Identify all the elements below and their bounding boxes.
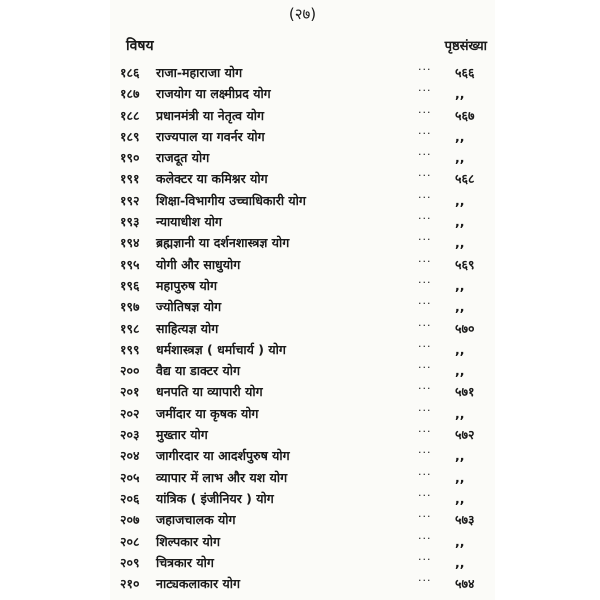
index-entry [110,126,495,147]
entry-title: वैद्य या डाक्टर योग [156,363,241,379]
entry-title: योगी और साधुयोग [156,256,241,272]
entry-number: १९० [120,150,140,166]
index-entry [110,147,495,168]
entry-leader-dots: ··· [418,105,432,119]
entry-page-number: ,, [455,277,465,293]
index-entry [110,211,495,232]
entry-number: २०५ [120,469,140,485]
entry-leader-dots: ··· [418,84,432,98]
entry-page-number: ,, [455,469,465,485]
entry-number: २०२ [120,405,140,421]
entry-page-number: ५६७ [455,107,475,123]
entry-leader-dots: ··· [418,574,432,588]
entry-number: २०६ [120,490,140,506]
entry-leader-dots: ··· [418,190,432,204]
entry-leader-dots: ··· [418,339,432,353]
entry-page-number: ५७१ [455,384,475,400]
entry-leader-dots: ··· [418,126,432,140]
entry-leader-dots: ··· [418,318,432,332]
entry-number: १९९ [120,341,140,357]
entry-number: २०४ [120,448,140,464]
index-entry [110,424,495,445]
entry-number: २०८ [120,533,140,549]
entry-title: राजयोग या लक्ष्मीप्रद योग [156,86,271,102]
entry-leader-dots: ··· [418,63,432,76]
entry-number: १९३ [120,214,140,230]
entry-title: शिल्पकार योग [156,533,221,549]
entry-number: १९१ [120,171,140,187]
index-page [110,0,495,600]
index-entry [110,360,495,381]
entry-title: प्रधानमंत्री या नेतृत्व योग [156,107,264,123]
entry-number: २०३ [120,427,140,443]
entry-page-number: ,, [455,150,465,166]
entry-page-number: ,, [455,299,465,315]
index-entry [110,296,495,317]
index-entry [110,254,495,275]
entry-page-number: ,, [455,533,465,549]
entry-leader-dots: ··· [418,552,432,566]
index-entry [110,339,495,360]
entry-page-number: ,, [455,341,465,357]
entry-leader-dots: ··· [418,275,432,289]
entry-title: ब्रह्मज्ञानी या दर्शनशास्त्रज्ञ योग [156,235,290,251]
index-entry [110,403,495,424]
entry-page-number: ,, [455,554,465,570]
entry-page-number: ,, [455,490,465,506]
index-entry [110,83,495,104]
entry-number: १८८ [120,107,140,123]
entry-leader-dots: ··· [418,531,432,545]
entry-leader-dots: ··· [418,403,432,417]
entry-page-number: ५६८ [455,171,475,187]
entry-number: १९४ [120,235,140,251]
entry-number: १८६ [120,65,140,80]
entry-leader-dots: ··· [418,169,432,183]
page-number: (२७) [288,5,317,23]
entry-page-number: ,, [455,214,465,230]
entry-page-number: ५७० [455,320,475,336]
entry-number: १९२ [120,192,140,208]
entry-leader-dots: ··· [418,254,432,268]
index-entry [110,168,495,189]
index-entry [110,488,495,509]
entry-number: २१० [120,576,140,592]
entry-title: यांत्रिक ( इंजीनियर ) योग [156,490,274,506]
entry-leader-dots: ··· [418,361,432,375]
entry-title: जमींदार या कृषक योग [156,405,259,421]
index-entry [110,381,495,402]
entry-title: धनपति या व्यापारी योग [156,384,263,400]
entry-number: १९८ [120,320,140,336]
index-entry [110,509,495,530]
entry-title: मुख्तार योग [156,427,208,443]
entry-number: २०७ [120,512,140,528]
entry-page-number: ५७३ [455,512,475,528]
index-entry [110,232,495,253]
index-header [110,36,495,56]
entry-page-number: ५७२ [455,427,475,443]
index-entries [110,62,495,594]
entry-page-number: ,, [455,448,465,464]
entry-title: न्यायाधीश योग [156,214,222,230]
entry-page-number: ५६६ [455,65,475,80]
entry-leader-dots: ··· [418,212,432,226]
entry-title: साहित्यज्ञ योग [156,320,219,336]
entry-leader-dots: ··· [418,510,432,524]
index-entry [110,467,495,488]
entry-page-number: ,, [455,363,465,379]
entry-leader-dots: ··· [418,297,432,311]
index-entry [110,573,495,594]
index-entry [110,531,495,552]
entry-number: १८९ [120,128,140,144]
entry-page-number: ५६९ [455,256,475,272]
entry-number: २०१ [120,384,140,400]
entry-leader-dots: ··· [418,488,432,502]
entry-title: धर्मशास्त्रज्ञ ( धर्माचार्य ) योग [156,341,286,357]
entry-number: १९७ [120,299,140,315]
entry-leader-dots: ··· [418,446,432,460]
entry-title: राजदूत योग [156,150,210,166]
index-entry [110,275,495,296]
entry-title: महापुरुष योग [156,277,218,293]
entry-title: राज्यपाल या गवर्नर योग [156,128,265,144]
entry-title: नाट्यकलाकार योग [156,576,241,592]
entry-title: जागीरदार या आदर्शपुरुष योग [156,448,290,464]
entry-number: १८७ [120,86,140,102]
entry-page-number: ,, [455,192,465,208]
entry-leader-dots: ··· [418,467,432,481]
entry-page-number: ,, [455,405,465,421]
entry-leader-dots: ··· [418,148,432,162]
entry-title: चित्रकार योग [156,554,214,570]
entry-title: ज्योतिषज्ञ योग [156,299,222,315]
entry-page-number: ,, [455,86,465,102]
entry-title: राजा-महाराजा योग [156,65,243,80]
entry-leader-dots: ··· [418,382,432,396]
index-entry [110,190,495,211]
entry-title: व्यापार में लाभ और यश योग [156,469,288,485]
index-entry [110,445,495,466]
entry-leader-dots: ··· [418,233,432,247]
entry-title: जहाजचालक योग [156,512,236,528]
entry-page-number: ,, [455,128,465,144]
entry-number: २०० [120,363,140,379]
index-entry [110,62,495,83]
entry-number: १९५ [120,256,140,272]
entry-page-number: ५७४ [455,576,475,592]
subject-heading: विषय [126,38,154,54]
entry-page-number: ,, [455,235,465,251]
entry-number: १९६ [120,277,140,293]
index-entry [110,105,495,126]
page-count-heading: पृष्ठसंख्या [444,39,487,54]
index-entry [110,552,495,573]
entry-title: कलेक्टर या कमिश्नर योग [156,171,268,187]
index-entry [110,318,495,339]
entry-title: शिक्षा-विभागीय उच्चाधिकारी योग [156,192,306,208]
entry-leader-dots: ··· [418,425,432,439]
entry-number: २०९ [120,554,140,570]
